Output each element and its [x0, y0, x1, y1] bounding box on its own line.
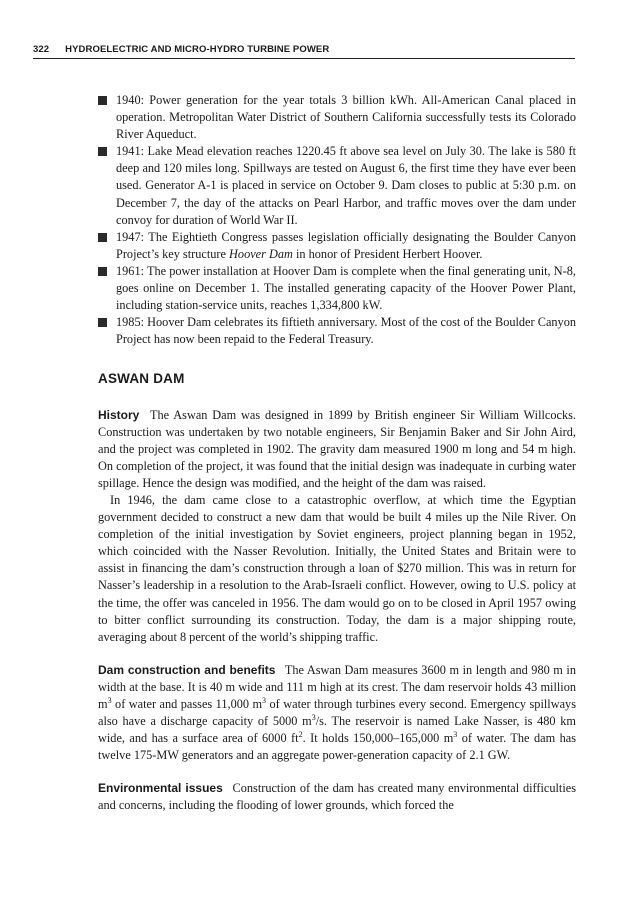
- timeline-list: [98, 92, 576, 348]
- history-paragraph-2: In 1946, the dam came close to a catastrophic overflow, at which time the Egyptian government decided to construct a new dam that would be built 4 miles up the Nile River. On completion of the initial investigation by Soviet engineers, project planning began in 1952, which coincided with the Nasser Revolution. Initially, the United States and Britain were to assist in financing the dam’s construction through a loan of $270 million. This was in return for Nasser’s leadership in a resolution to the Arab-Israeli conflict. However, owing to U.S. policy at the time, the offer was canceled in 1956. The dam would go on to be closed in April 1957 owing to bitter conflict surrounding its construction. Today, the dam is a major shipping route, averaging about 8 percent of the world’s shipping traffic.: [98, 492, 576, 644]
- bullet-square-icon: [98, 147, 107, 156]
- list-item: 1985: Hoover Dam celebrates its fiftieth anniversary. Most of the cost of the Boulder Canyon Project has now been repaid to the Federal Treasury.: [98, 314, 576, 348]
- page-number: 322: [33, 44, 50, 55]
- construction-paragraph: Dam construction and benefits The Aswan Dam measures 3600 m in length and 980 m in width at the base. It is 40 m wide and 111 m high at its crest. The dam reservoir holds 43 million $m^3$ of water and passes 11,000 $m^3$ of water through turbines every second. Emergency spillways also have a discharge capacity of 5000 $m^3/s$. The reservoir is named Lake Nasser, is 480 km wide, and has a surface area of 6000 $ft^2$. It holds 150,000–165,000 $m^3$ of water. The dam has twelve 175-MW generators and an aggregate power-generation capacity of 2.1 GW.: [98, 662, 576, 763]
- running-title: HYDROELECTRIC AND MICRO-HYDRO TURBINE POWER: [65, 44, 330, 55]
- emphasis-hoover-dam: Hoover Dam: [229, 246, 293, 261]
- bullet-square-icon: [98, 96, 107, 105]
- list-item: 1940: Power generation for the year totals 3 billion kWh. All-American Canal placed in operation. Metropolitan Water District of Southern California successfully tests its Colorado River Aqueduct.: [98, 92, 576, 143]
- list-item: 1947: The Eightieth Congress passes legislation officially designating the Boulder Canyon Project’s key structure Hoover Dam in honor of President Herbert Hoover.: [98, 229, 576, 263]
- list-item: 1941: Lake Mead elevation reaches 1220.45 ft above sea level on July 30. The lake is 580 ft deep and 120 miles long. Spillways are tested on August 6, the first time they have ever been used. Generator A-1 is placed in service on October 9. Dam closes to public at 5:30 p.m. on December 7, the day of the attacks on Pearl Harbor, and traffic moves over the dam under convoy for duration of World War II.: [98, 143, 576, 228]
- running-header: [33, 44, 575, 59]
- environment-paragraph: Environmental issues Construction of the dam has created many environmental difficulties and concerns, including the flooding of lower grounds, which forced the: [98, 781, 576, 813]
- bullet-square-icon: [98, 318, 107, 327]
- run-in-heading: Environmental issues: [98, 781, 223, 796]
- bullet-square-icon: [98, 233, 107, 242]
- run-in-heading: History: [98, 407, 140, 422]
- run-in-heading: Dam construction and benefits: [98, 662, 276, 677]
- history-paragraph: History The Aswan Dam was designed in 1899 by British engineer Sir William Willcocks. Construction was undertaken by two notable engineers, Sir Benjamin Baker and Sir John Aird, and the project was completed in 1902. The gravity dam measured 1900 m long and 54 m high. On completion of the project, it was found that the initial design was inadequate in curbing water spillage. Hence the design was modified, and the height of the dam was raised.: [98, 407, 576, 490]
- page-body: [98, 92, 576, 815]
- section-title: ASWAN DAM: [98, 371, 185, 387]
- bullet-square-icon: [98, 267, 107, 276]
- list-item: 1961: The power installation at Hoover Dam is complete when the final generating unit, N-8, goes online on December 1. The installed generating capacity of the Hoover Power Plant, including station-service units, reaches 1,334,800 kW.: [98, 263, 576, 314]
